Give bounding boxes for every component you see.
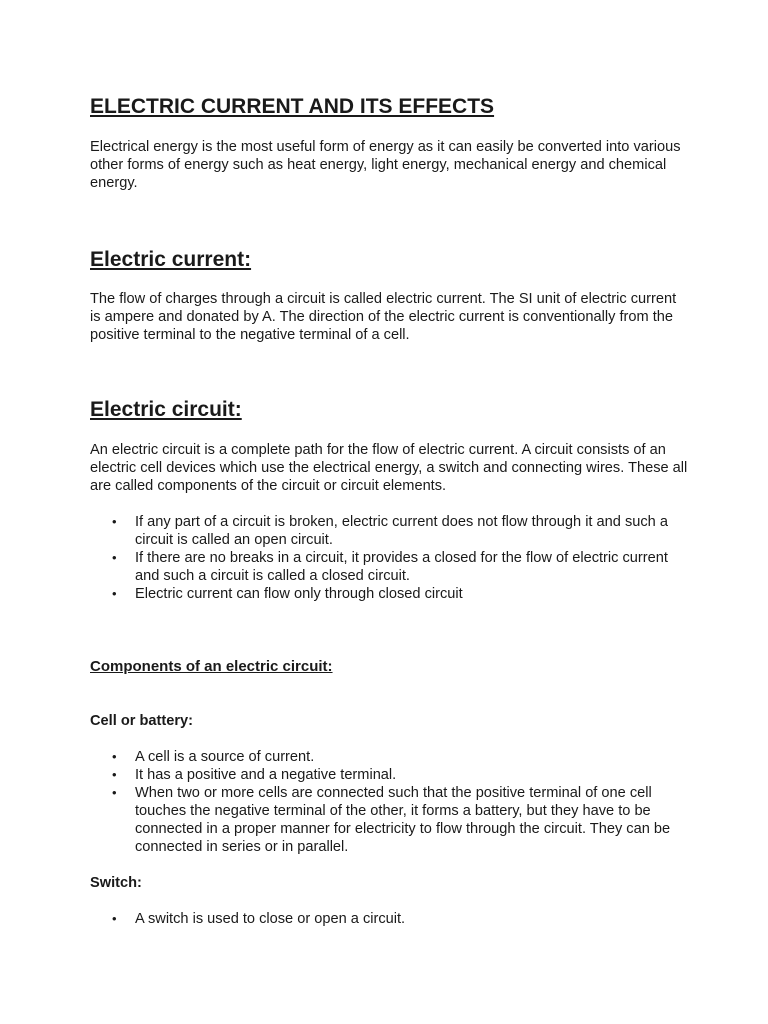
list-item: • A switch is used to close or open a circuit.	[135, 910, 690, 928]
electric-current-heading: Electric current:	[90, 248, 252, 271]
circuit-bullet-list	[90, 513, 690, 603]
cell-bullet-list	[90, 748, 690, 856]
list-item: • If any part of a circuit is broken, electric current does not flow through it and such a circuit is called an open circuit.	[135, 513, 690, 549]
intro-paragraph: Electrical energy is the most useful form of energy as it can easily be converted into various other forms of energy such as heat energy, light energy, mechanical energy and chemical energy.	[90, 139, 681, 191]
list-item: • Electric current can flow only through closed circuit	[135, 585, 690, 603]
switch-label: Switch:	[90, 875, 142, 891]
document-page	[90, 93, 690, 928]
cell-battery-label: Cell or battery:	[90, 713, 193, 729]
list-item: • When two or more cells are connected such that the positive terminal of one cell touches the negative terminal of the other, it forms a battery, but they have to be connected in a proper manner for electricity to flow through the circuit. They can be connected in series or in parallel.	[135, 784, 690, 856]
list-item: • A cell is a source of current.	[135, 748, 690, 766]
list-item: • It has a positive and a negative terminal.	[135, 766, 690, 784]
electric-current-paragraph: The flow of charges through a circuit is called electric current. The SI unit of electric current is ampere and donated by A. The direction of the electric current is conventionally from the positive terminal to the negative terminal of a cell.	[90, 291, 677, 343]
electric-circuit-heading: Electric circuit:	[90, 398, 242, 421]
list-item: • If there are no breaks in a circuit, it provides a closed for the flow of electric current and such a circuit is called a closed circuit.	[135, 549, 690, 585]
components-heading: Components of an electric circuit:	[90, 658, 333, 675]
document-title: ELECTRIC CURRENT AND ITS EFFECTS	[90, 95, 495, 118]
electric-circuit-paragraph: An electric circuit is a complete path for the flow of electric current. A circuit consists of an electric cell devices which use the electrical energy, a switch and connecting wires. These all are called components of the circuit or circuit elements.	[90, 442, 688, 494]
switch-bullet-list	[90, 910, 690, 928]
